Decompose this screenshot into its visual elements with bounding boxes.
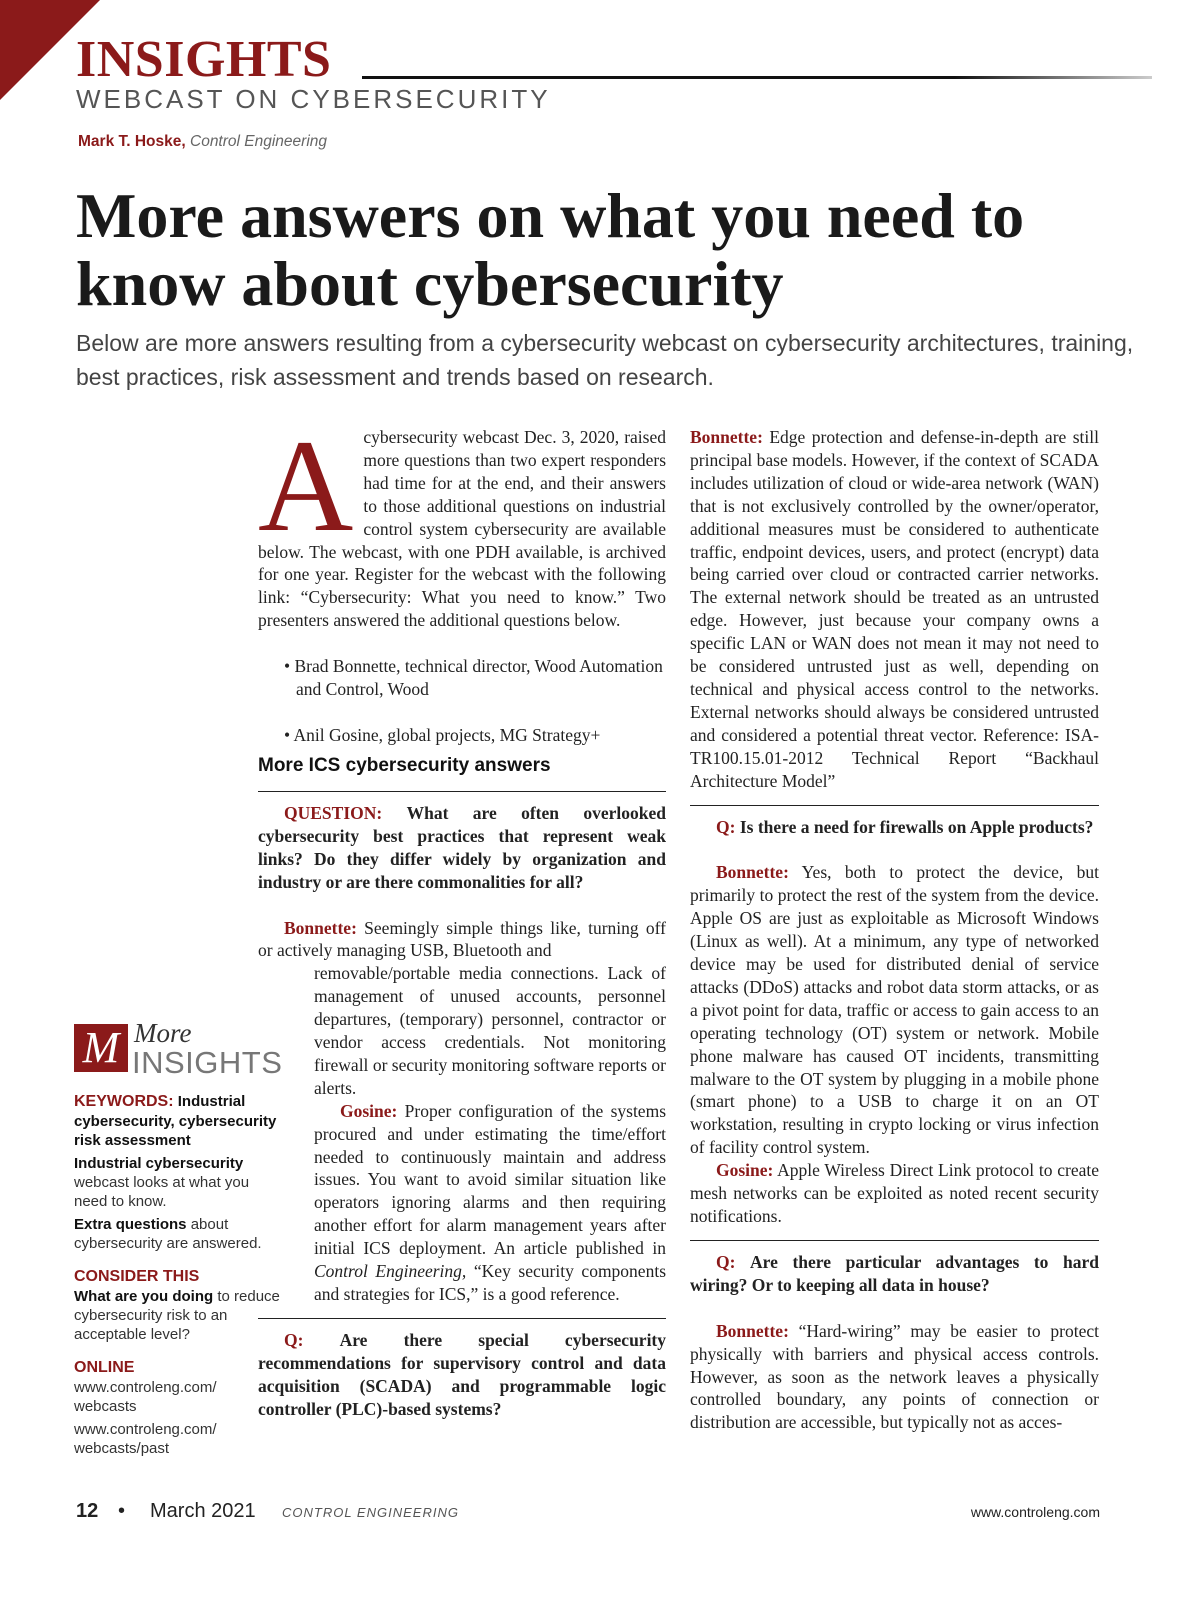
answer-gosine-1 [314,1100,666,1306]
divider [258,1318,666,1319]
article-headline: More answers on what you need to know about cybersecurity [76,180,1025,319]
article-deck: Below are more answers resulting from a cybersecurity webcast on cybersecurity architectures, training, best practices, risk assessment and trends based on research. [76,330,1134,390]
sidebar-item-text: to reduce cybersecurity risk to an acceptable level? [74,1288,280,1343]
logo-more-text: More [134,1018,192,1048]
sidebar-item-bold: Industrial cybersecurity [74,1155,244,1172]
question-label: QUESTION: [284,802,383,823]
question-4 [690,1251,1099,1297]
sidebar-item-text: about cybersecurity are answered. [74,1216,262,1252]
page-footer [76,1500,1100,1526]
keywords-text: Industrial cybersecurity, cybersecurity risk assessment [74,1093,277,1149]
answer-bonnette-3 [690,861,1099,1159]
online-link[interactable]: www.controleng.com/ webcasts/past [74,1421,217,1457]
footer-bullet: • [118,1500,126,1522]
question-text: Is there a need for firewalls on Apple products? [739,816,1094,837]
speaker-label: Bonnette: [690,427,763,447]
byline [78,133,327,151]
more-insights-sidebar [74,1018,283,1462]
website-url[interactable]: www.controleng.com [970,1504,1100,1520]
sidebar-item [74,1154,280,1211]
presenter-item: • Anil Gosine, global projects, MG Strategy+ [284,724,601,745]
speaker-label: Gosine: [340,1100,398,1121]
divider [690,805,1099,806]
answer-text: removable/portable media connections. Lack of management of unused accounts, personnel departures, (temporary) personnel, contractor or vendor access credentials. Not monitoring firewall or security monitoring software reports or alerts. [314,963,666,1098]
publication-ref: Control Engineering, [314,1261,467,1282]
answer-bonnette-4 [690,1320,1099,1435]
answer-gosine-3 [690,1159,1099,1228]
issue-date: March 2021 [150,1500,256,1522]
question-text: Are there particular advantages to hard wiring? Or to keeping all data in house? [690,1251,1099,1295]
section-subtitle: WEBCAST ON CYBERSECURITY [76,84,551,114]
presenter-item: • Brad Bonnette, technical director, Wood Automation and Control, Wood [284,656,663,700]
answer-text: “Key security components and strategies for ICS,” is a good reference. [314,1261,666,1304]
article-column-1 [258,412,667,1421]
magazine-name: CONTROL ENGINEERING [282,1505,459,1520]
question-2 [258,1329,666,1421]
publication-name: Control Engineering [190,133,328,150]
question-label: Q: [284,1329,304,1350]
answer-text: Seemingly simple things like, turning off or actively managing USB, Bluetooth and [258,917,667,961]
sidebar-item [74,1215,280,1253]
divider [690,1240,1099,1241]
answer-text: Edge protection and defense-in-depth are still principal base models. However, if the context of SCADA includes utilization of cloud or wide-area network (WAN) that is not exclusively controlled by the owner/operator, additional measures must be considered to authenticate traffic, endpoint devices, users, and protect (encrypt) data being carried over cloud or contracted carrier networks. The external network should be treated as an untrusted edge. However, just because your company owns a specific LAN or WAN does not mean it may not need to be considered untrusted just as well, depending on technical and physical access control to the networks. External networks should always be considered untrusted and considered a potential threat vector. Reference: ISA-TR100.15.01-2012 Technical Report “Backhaul Architecture Model” [690,427,1099,791]
question-1 [258,802,666,894]
section-title: INSIGHTS [76,31,332,88]
sidebar-keywords [74,1092,280,1150]
author-name: Mark T. Hoske, [78,133,186,150]
online-heading: ONLINE [74,1359,135,1376]
consider-this-text [74,1287,280,1344]
speaker-label: Bonnette: [716,862,789,883]
question-3 [690,816,1099,839]
answer-text: Apple Wireless Direct Link protocol to create mesh networks can be exploited as noted recent security notifications. [690,1160,1099,1226]
speaker-label: Bonnette: [716,1320,789,1341]
question-text: What are often overlooked cybersecurity best practices that represent weak links? Do they differ widely by organization and industry or are there commonalities for all? [258,802,666,892]
question-label: Q: [716,1251,736,1272]
keywords-label: KEYWORDS: [74,1093,174,1110]
intro-paragraph: cybersecurity webcast Dec. 3, 2020, raised more questions than two expert responders had time for at the end, and their answers to those additional questions on industrial control system cybersecurity are available below. The webcast, with one PDH available, is archived for one year. Register for the webcast with the following link: “Cybersecurity: What you need to know.” Two presenters answered the additional questions below. [258,427,666,631]
divider [258,791,666,792]
indented-answer-block [314,962,666,1306]
logo-m-icon: M [74,1024,128,1072]
drop-cap: A [258,412,354,559]
section-subhead: More ICS cybersecurity answers [258,754,551,776]
online-link[interactable]: www.controleng.com/ webcasts [74,1379,217,1415]
sidebar-item-bold: Extra questions [74,1216,187,1233]
logo-insights-text: INSIGHTS [132,1045,283,1080]
article-column-2 [690,426,1099,1434]
answer-bonnette-2 [690,426,1099,793]
sidebar-item-text: webcast looks at what you need to know. [74,1174,250,1210]
more-insights-logo [74,1018,283,1082]
speaker-label: Gosine: [716,1160,774,1181]
speaker-label: Bonnette: [284,917,357,938]
question-label: Q: [716,816,736,837]
answer-text: Proper configuration of the systems procured and under estimating the time/effort needed to continuously maintain and address issues. You want to avoid similar situation like operators ignoring alarms and then requiring another effort for alarm management years after initial ICS deployment. An article published in [314,1100,667,1259]
header-rule [362,76,1152,79]
question-text: Are there special cybersecurity recommendations for supervisory control and data acquisition (SCADA) and programmable logic controller (PLC)-based systems? [258,1329,667,1419]
sidebar-item-bold: What are you doing [74,1288,214,1305]
answer-text: Yes, both to protect the device, but primarily to protect the rest of the system from the device. Apple OS are just as exploitable as Microsoft Windows (Linux as well). At a minimum, any type of networked device may be used for distributed denial of service attacks (DDoS) attacks and robot data storm attacks, or as a pivot point for data, traffic or access to gain access to an operating technology (OT) system or network. Mobile phone malware has caused OT incidents, transmitting malware to the OT system by plugging in a mobile phone (smart phone) to a USB to charge it on an OT workstation, resulting in crypto locking or virus infection of facility control system. [690,862,1099,1158]
answer-bonnette-1 [258,917,666,963]
consider-this-heading: CONSIDER THIS [74,1268,200,1285]
answer-text: “Hard-wiring” may be easier to protect physically with barriers and physical access controls. However, as soon as the network leaves a physically controlled boundary, any points of connection or distribution are accessible, but typically not as acces- [690,1320,1099,1433]
page-number: 12 [76,1500,99,1522]
